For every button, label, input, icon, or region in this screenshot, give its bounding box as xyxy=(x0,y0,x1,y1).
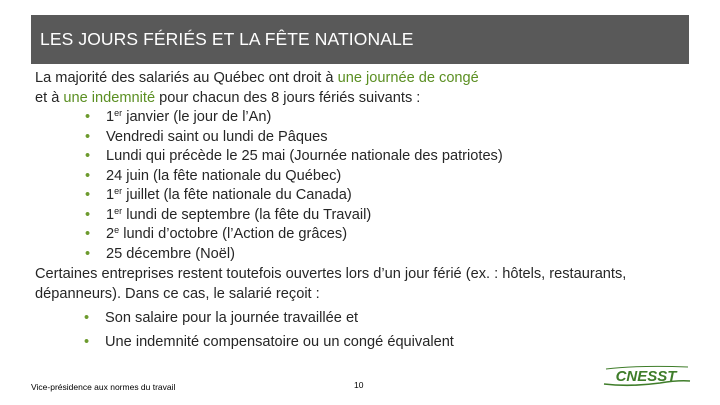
intro-text: La majorité des salariés au Québec ont droit à xyxy=(35,70,338,86)
bullet-icon: • xyxy=(85,226,91,242)
list-item: • Vendredi saint ou lundi de Pâques xyxy=(35,128,690,148)
bullet-icon: • xyxy=(84,334,90,350)
bullet-icon: • xyxy=(85,187,91,203)
intro-line-2 xyxy=(35,88,690,108)
cnesst-logo xyxy=(600,364,692,390)
exception-paragraph: Certaines entreprises restent toutefois ouvertes lors d’un jour férié (ex. : hôtels, restaurants, dépanneurs). Dans ce cas, le salarié reçoit : xyxy=(35,266,627,302)
list-item: • 2e lundi d’octobre (l’Action de grâces) xyxy=(35,225,690,245)
list-item: • 25 décembre (Noël) xyxy=(35,245,690,265)
bullet-icon: • xyxy=(84,310,90,326)
holiday-list xyxy=(35,108,690,264)
intro-highlight-conge: une journée de congé xyxy=(337,70,479,86)
slide-title: LES JOURS FÉRIÉS ET LA FÊTE NATIONALE xyxy=(40,29,414,49)
list-item: • 1er lundi de septembre (la fête du Travail) xyxy=(35,206,690,226)
list-item: • Son salaire pour la journée travaillée et xyxy=(35,306,690,330)
compensation-list xyxy=(35,306,690,354)
list-item: • Lundi qui précède le 25 mai (Journée nationale des patriotes) xyxy=(35,147,690,167)
slide-body xyxy=(35,68,690,354)
intro-text: et à xyxy=(35,90,64,106)
page-number: 10 xyxy=(354,380,364,390)
bullet-icon: • xyxy=(85,128,91,145)
intro-text: pour chacun des 8 jours fériés suivants : xyxy=(155,90,421,106)
slide-title-bar xyxy=(31,15,689,64)
list-item: • 1er juillet (la fête nationale du Canada) xyxy=(35,186,690,206)
logo-text: CNESST xyxy=(615,368,677,385)
footer-department: Vice-présidence aux normes du travail xyxy=(31,382,176,392)
list-item: • Une indemnité compensatoire ou un congé équivalent xyxy=(35,330,690,354)
intro-line-1 xyxy=(35,68,690,88)
bullet-icon: • xyxy=(85,245,91,262)
bullet-icon: • xyxy=(85,148,91,164)
bullet-icon: • xyxy=(85,206,91,223)
list-item: • 1er janvier (le jour de l’An) xyxy=(35,108,690,128)
bullet-icon: • xyxy=(85,167,91,184)
bullet-icon: • xyxy=(85,109,91,125)
list-item: • 24 juin (la fête nationale du Québec) xyxy=(35,167,690,187)
intro-highlight-indemnite: une indemnité xyxy=(63,90,156,106)
